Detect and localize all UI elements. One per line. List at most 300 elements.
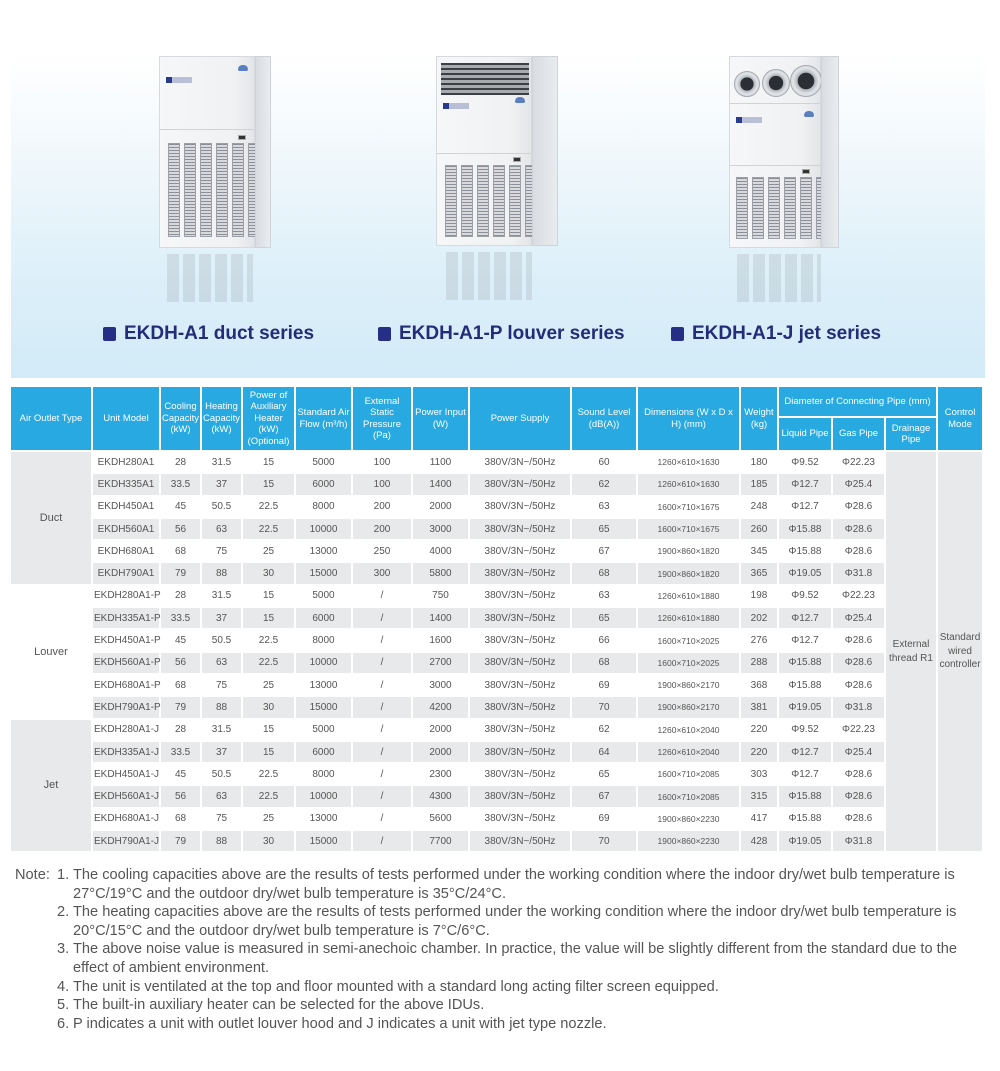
- airflow-cell: 8000: [296, 764, 351, 784]
- weight-cell: 417: [741, 809, 777, 829]
- heating-cell: 50.5: [202, 497, 241, 517]
- dims-cell: 1900×860×2170: [638, 675, 739, 695]
- air-outlet-type-cell: Louver: [11, 586, 91, 718]
- supply-cell: 380V/3N~/50Hz: [470, 809, 570, 829]
- sound-cell: 70: [572, 831, 636, 851]
- sound-cell: 69: [572, 809, 636, 829]
- table-row: [11, 563, 982, 583]
- note-text: The cooling capacities above are the results of tests performed under the working condition where the indoor dry/wet bulb temperature is 27°C/19°C and the outdoor dry/wet bulb temperature is 35°C/24°C.: [73, 867, 955, 902]
- header-static-pressure: External Static Pressure (Pa): [353, 387, 411, 450]
- sound-cell: 65: [572, 519, 636, 539]
- power-input-cell: 750: [413, 586, 468, 606]
- heater-cell: 22.5: [243, 497, 294, 517]
- display-panel-icon: [238, 135, 246, 140]
- dims-cell: 1260×610×1880: [638, 608, 739, 628]
- note-item: [15, 996, 990, 1015]
- cooling-cell: 28: [161, 586, 200, 606]
- liquid-cell: Φ12.7: [779, 630, 831, 650]
- dims-cell: 1260×610×1630: [638, 452, 739, 472]
- series-legend: [11, 323, 1000, 349]
- model-cell: EKDH335A1-J: [93, 742, 159, 762]
- esp-cell: /: [353, 786, 411, 806]
- gas-cell: Φ22.23: [833, 586, 884, 606]
- power-input-cell: 2300: [413, 764, 468, 784]
- esp-cell: 100: [353, 452, 411, 472]
- gas-cell: Φ28.6: [833, 786, 884, 806]
- header-dimensions: Dimensions (W x D x H) (mm): [638, 387, 739, 450]
- spec-table: [9, 385, 984, 853]
- series-label-louver: [378, 323, 625, 345]
- weight-cell: 303: [741, 764, 777, 784]
- power-input-cell: 1600: [413, 630, 468, 650]
- note-number: 4.: [57, 978, 70, 995]
- series-label-text: EKDH-A1 duct series: [124, 323, 315, 344]
- model-cell: EKDH680A1-J: [93, 809, 159, 829]
- heater-cell: 25: [243, 809, 294, 829]
- jet-nozzle-icon: [734, 71, 760, 97]
- power-input-cell: 1400: [413, 608, 468, 628]
- table-row: [11, 831, 982, 851]
- weight-cell: 202: [741, 608, 777, 628]
- heating-cell: 37: [202, 742, 241, 762]
- note-text: The built-in auxiliary heater can be selected for the above IDUs.: [73, 997, 485, 1014]
- air-grille-icon: [445, 165, 537, 237]
- note-text: The above noise value is measured in semi-anechoic chamber. In practice, the value will be slightly different from the standard due to the effect of ambient environment.: [73, 941, 957, 976]
- dims-cell: 1900×860×2170: [638, 697, 739, 717]
- liquid-cell: Φ12.7: [779, 608, 831, 628]
- model-cell: EKDH560A1-P: [93, 653, 159, 673]
- supply-cell: 380V/3N~/50Hz: [470, 452, 570, 472]
- model-cell: EKDH560A1-J: [93, 786, 159, 806]
- sound-cell: 63: [572, 586, 636, 606]
- note-number: 5.: [57, 997, 70, 1014]
- heater-cell: 15: [243, 452, 294, 472]
- note-prefix: [15, 903, 57, 940]
- cooling-cell: 68: [161, 675, 200, 695]
- esp-cell: /: [353, 630, 411, 650]
- supply-cell: 380V/3N~/50Hz: [470, 720, 570, 740]
- dims-cell: 1600×710×2085: [638, 764, 739, 784]
- note-item: [15, 1015, 990, 1034]
- heating-cell: 50.5: [202, 764, 241, 784]
- model-cell: EKDH790A1-J: [93, 831, 159, 851]
- esp-cell: 100: [353, 474, 411, 494]
- airflow-cell: 15000: [296, 697, 351, 717]
- dims-cell: 1900×860×2230: [638, 831, 739, 851]
- gas-cell: Φ28.6: [833, 809, 884, 829]
- liquid-cell: Φ9.52: [779, 720, 831, 740]
- liquid-cell: Φ12.7: [779, 474, 831, 494]
- weight-cell: 381: [741, 697, 777, 717]
- airflow-cell: 8000: [296, 630, 351, 650]
- header-control-mode: Control Mode: [938, 387, 982, 450]
- heater-cell: 22.5: [243, 653, 294, 673]
- supply-cell: 380V/3N~/50Hz: [470, 474, 570, 494]
- liquid-cell: Φ15.88: [779, 653, 831, 673]
- gas-cell: Φ28.6: [833, 764, 884, 784]
- model-cell: EKDH280A1-P: [93, 586, 159, 606]
- supply-cell: 380V/3N~/50Hz: [470, 831, 570, 851]
- weight-cell: 185: [741, 474, 777, 494]
- heating-cell: 37: [202, 608, 241, 628]
- cloud-logo-icon: [515, 97, 525, 103]
- header-unit-model: Unit Model: [93, 387, 159, 450]
- brand-logo-icon: [166, 77, 192, 83]
- esp-cell: 200: [353, 497, 411, 517]
- power-input-cell: 2000: [413, 742, 468, 762]
- table-row: [11, 653, 982, 673]
- table-row: [11, 586, 982, 606]
- table-row: [11, 541, 982, 561]
- note-text: The heating capacities above are the results of tests performed under the working condition where the indoor dry/wet bulb temperature is 20°C/15°C and the outdoor dry/wet bulb temperature is 7°C/6°C.: [73, 904, 957, 939]
- cooling-cell: 33.5: [161, 608, 200, 628]
- dims-cell: 1600×710×2085: [638, 786, 739, 806]
- model-cell: EKDH450A1-P: [93, 630, 159, 650]
- note-prefix: [15, 978, 57, 997]
- airflow-cell: 6000: [296, 474, 351, 494]
- supply-cell: 380V/3N~/50Hz: [470, 764, 570, 784]
- table-body: [11, 452, 982, 851]
- square-bullet-icon: [378, 327, 391, 341]
- header-aux-heater: Power of Auxiliary Heater (kW) (Optional): [243, 387, 294, 450]
- sound-cell: 68: [572, 563, 636, 583]
- product-image-duct: [151, 52, 281, 312]
- heating-cell: 31.5: [202, 720, 241, 740]
- power-input-cell: 3000: [413, 675, 468, 695]
- series-label-text: EKDH-A1-P louver series: [399, 323, 625, 344]
- air-outlet-type-cell: Duct: [11, 452, 91, 584]
- note-text: The unit is ventilated at the top and floor mounted with a standard long acting filter screen equipped.: [73, 978, 719, 995]
- supply-cell: 380V/3N~/50Hz: [470, 541, 570, 561]
- note-prefix: [15, 1015, 57, 1034]
- power-input-cell: 2000: [413, 720, 468, 740]
- sound-cell: 65: [572, 764, 636, 784]
- heating-cell: 88: [202, 831, 241, 851]
- control-mode-cell: Standard wired controller: [938, 452, 982, 851]
- supply-cell: 380V/3N~/50Hz: [470, 630, 570, 650]
- drainage-pipe-cell: External thread R1: [886, 452, 936, 851]
- header-drainage-pipe: Drainage Pipe: [886, 418, 936, 450]
- airflow-cell: 13000: [296, 809, 351, 829]
- gas-cell: Φ28.6: [833, 519, 884, 539]
- table-row: [11, 786, 982, 806]
- power-input-cell: 4000: [413, 541, 468, 561]
- header-liquid-pipe: Liquid Pipe: [779, 418, 831, 450]
- heater-cell: 15: [243, 586, 294, 606]
- weight-cell: 198: [741, 586, 777, 606]
- power-input-cell: 7700: [413, 831, 468, 851]
- supply-cell: 380V/3N~/50Hz: [470, 519, 570, 539]
- model-cell: EKDH680A1: [93, 541, 159, 561]
- header-cooling-capacity: Cooling Capacity (kW): [161, 387, 200, 450]
- table-row: [11, 720, 982, 740]
- series-label-duct: [103, 323, 314, 345]
- esp-cell: 300: [353, 563, 411, 583]
- table-row: [11, 742, 982, 762]
- heating-cell: 75: [202, 541, 241, 561]
- sound-cell: 67: [572, 541, 636, 561]
- liquid-cell: Φ12.7: [779, 742, 831, 762]
- gas-cell: Φ28.6: [833, 541, 884, 561]
- jet-nozzle-icon: [790, 65, 822, 97]
- airflow-cell: 13000: [296, 675, 351, 695]
- model-cell: EKDH335A1: [93, 474, 159, 494]
- display-panel-icon: [513, 157, 521, 162]
- dims-cell: 1260×610×1630: [638, 474, 739, 494]
- dims-cell: 1260×610×2040: [638, 742, 739, 762]
- heater-cell: 22.5: [243, 519, 294, 539]
- heating-cell: 88: [202, 697, 241, 717]
- header-heating-capacity: Heating Capacity (kW): [202, 387, 241, 450]
- heater-cell: 15: [243, 608, 294, 628]
- weight-cell: 260: [741, 519, 777, 539]
- air-outlet-type-cell: Jet: [11, 720, 91, 852]
- table-row: [11, 452, 982, 472]
- cooling-cell: 33.5: [161, 742, 200, 762]
- square-bullet-icon: [671, 327, 684, 341]
- square-bullet-icon: [103, 327, 116, 341]
- dims-cell: 1900×860×1820: [638, 563, 739, 583]
- model-cell: EKDH450A1-J: [93, 764, 159, 784]
- heater-cell: 22.5: [243, 764, 294, 784]
- supply-cell: 380V/3N~/50Hz: [470, 786, 570, 806]
- heater-cell: 25: [243, 541, 294, 561]
- header-gas-pipe: Gas Pipe: [833, 418, 884, 450]
- weight-cell: 365: [741, 563, 777, 583]
- supply-cell: 380V/3N~/50Hz: [470, 697, 570, 717]
- gas-cell: Φ28.6: [833, 630, 884, 650]
- louver-hood-icon: [441, 63, 529, 95]
- airflow-cell: 10000: [296, 519, 351, 539]
- air-grille-icon: [168, 143, 260, 237]
- cooling-cell: 56: [161, 786, 200, 806]
- liquid-cell: Φ15.88: [779, 786, 831, 806]
- liquid-cell: Φ19.05: [779, 563, 831, 583]
- sound-cell: 64: [572, 742, 636, 762]
- airflow-cell: 5000: [296, 452, 351, 472]
- esp-cell: /: [353, 697, 411, 717]
- gas-cell: Φ22.23: [833, 452, 884, 472]
- power-input-cell: 3000: [413, 519, 468, 539]
- cooling-cell: 28: [161, 720, 200, 740]
- cooling-cell: 45: [161, 630, 200, 650]
- supply-cell: 380V/3N~/50Hz: [470, 653, 570, 673]
- sound-cell: 68: [572, 653, 636, 673]
- notes-section: [15, 866, 990, 1033]
- sound-cell: 62: [572, 474, 636, 494]
- product-hero-banner: [11, 0, 985, 378]
- heater-cell: 15: [243, 474, 294, 494]
- cooling-cell: 79: [161, 697, 200, 717]
- dims-cell: 1600×710×1675: [638, 519, 739, 539]
- liquid-cell: Φ9.52: [779, 586, 831, 606]
- sound-cell: 60: [572, 452, 636, 472]
- airflow-cell: 5000: [296, 720, 351, 740]
- cooling-cell: 68: [161, 809, 200, 829]
- cooling-cell: 45: [161, 497, 200, 517]
- esp-cell: /: [353, 675, 411, 695]
- model-cell: EKDH560A1: [93, 519, 159, 539]
- heater-cell: 22.5: [243, 630, 294, 650]
- gas-cell: Φ25.4: [833, 742, 884, 762]
- power-input-cell: 4200: [413, 697, 468, 717]
- heating-cell: 88: [202, 563, 241, 583]
- weight-cell: 248: [741, 497, 777, 517]
- dims-cell: 1900×860×2230: [638, 809, 739, 829]
- gas-cell: Φ28.6: [833, 675, 884, 695]
- product-image-jet: [721, 52, 861, 312]
- weight-cell: 315: [741, 786, 777, 806]
- brand-logo-icon: [736, 117, 762, 123]
- esp-cell: 200: [353, 519, 411, 539]
- airflow-cell: 15000: [296, 831, 351, 851]
- note-item: [15, 978, 990, 997]
- table-row: [11, 519, 982, 539]
- note-prefix: [15, 940, 57, 977]
- heating-cell: 37: [202, 474, 241, 494]
- cooling-cell: 79: [161, 831, 200, 851]
- liquid-cell: Φ12.7: [779, 497, 831, 517]
- power-input-cell: 1100: [413, 452, 468, 472]
- note-number: 6.: [57, 1015, 70, 1032]
- airflow-cell: 6000: [296, 608, 351, 628]
- supply-cell: 380V/3N~/50Hz: [470, 675, 570, 695]
- dims-cell: 1600×710×2025: [638, 653, 739, 673]
- gas-cell: Φ25.4: [833, 474, 884, 494]
- header-weight: Weight (kg): [741, 387, 777, 450]
- header-air-outlet-type: Air Outlet Type: [11, 387, 91, 450]
- dims-cell: 1260×610×1880: [638, 586, 739, 606]
- dims-cell: 1900×860×1820: [638, 541, 739, 561]
- note-prefix: Note:: [15, 867, 50, 883]
- gas-cell: Φ31.8: [833, 831, 884, 851]
- heater-cell: 25: [243, 675, 294, 695]
- table-row: [11, 675, 982, 695]
- heating-cell: 31.5: [202, 452, 241, 472]
- airflow-cell: 8000: [296, 497, 351, 517]
- series-label-text: EKDH-A1-J jet series: [692, 323, 882, 344]
- heater-cell: 30: [243, 563, 294, 583]
- series-label-jet: [671, 323, 881, 345]
- heater-cell: 30: [243, 697, 294, 717]
- gas-cell: Φ28.6: [833, 653, 884, 673]
- dims-cell: 1600×710×2025: [638, 630, 739, 650]
- weight-cell: 368: [741, 675, 777, 695]
- weight-cell: 428: [741, 831, 777, 851]
- cooling-cell: 33.5: [161, 474, 200, 494]
- note-item: [15, 903, 990, 940]
- heating-cell: 63: [202, 653, 241, 673]
- gas-cell: Φ31.8: [833, 563, 884, 583]
- cloud-logo-icon: [804, 111, 814, 117]
- sound-cell: 63: [572, 497, 636, 517]
- note-text: P indicates a unit with outlet louver hood and J indicates a unit with jet type nozzle.: [73, 1015, 607, 1032]
- brand-logo-icon: [443, 103, 469, 109]
- supply-cell: 380V/3N~/50Hz: [470, 608, 570, 628]
- table-header: [11, 387, 982, 450]
- esp-cell: /: [353, 764, 411, 784]
- sound-cell: 67: [572, 786, 636, 806]
- esp-cell: /: [353, 831, 411, 851]
- dims-cell: 1260×610×2040: [638, 720, 739, 740]
- table-row: [11, 809, 982, 829]
- esp-cell: /: [353, 608, 411, 628]
- cooling-cell: 56: [161, 519, 200, 539]
- airflow-cell: 5000: [296, 586, 351, 606]
- gas-cell: Φ28.6: [833, 497, 884, 517]
- sound-cell: 65: [572, 608, 636, 628]
- note-prefix: [15, 996, 57, 1015]
- supply-cell: 380V/3N~/50Hz: [470, 497, 570, 517]
- header-sound-level: Sound Level (dB(A)): [572, 387, 636, 450]
- heating-cell: 63: [202, 786, 241, 806]
- weight-cell: 220: [741, 742, 777, 762]
- model-cell: EKDH790A1: [93, 563, 159, 583]
- note-number: 1.: [57, 867, 70, 883]
- air-grille-icon: [736, 177, 828, 239]
- airflow-cell: 6000: [296, 742, 351, 762]
- liquid-cell: Φ9.52: [779, 452, 831, 472]
- header-power-supply: Power Supply: [470, 387, 570, 450]
- esp-cell: 250: [353, 541, 411, 561]
- heater-cell: 15: [243, 742, 294, 762]
- power-input-cell: 4300: [413, 786, 468, 806]
- model-cell: EKDH680A1-P: [93, 675, 159, 695]
- sound-cell: 62: [572, 720, 636, 740]
- airflow-cell: 10000: [296, 653, 351, 673]
- header-air-flow: Standard Air Flow (m³/h): [296, 387, 351, 450]
- esp-cell: /: [353, 809, 411, 829]
- table-row: [11, 630, 982, 650]
- dims-cell: 1600×710×1675: [638, 497, 739, 517]
- cooling-cell: 45: [161, 764, 200, 784]
- liquid-cell: Φ15.88: [779, 541, 831, 561]
- gas-cell: Φ31.8: [833, 697, 884, 717]
- sound-cell: 69: [572, 675, 636, 695]
- table-row: [11, 474, 982, 494]
- heater-cell: 30: [243, 831, 294, 851]
- supply-cell: 380V/3N~/50Hz: [470, 586, 570, 606]
- table-row: [11, 497, 982, 517]
- power-input-cell: 5800: [413, 563, 468, 583]
- note-item: [15, 866, 990, 903]
- airflow-cell: 13000: [296, 541, 351, 561]
- heater-cell: 22.5: [243, 786, 294, 806]
- note-number: 3.: [57, 941, 70, 958]
- airflow-cell: 15000: [296, 563, 351, 583]
- heating-cell: 75: [202, 675, 241, 695]
- header-pipe-group: Diameter of Connecting Pipe (mm): [779, 387, 936, 416]
- esp-cell: /: [353, 586, 411, 606]
- weight-cell: 180: [741, 452, 777, 472]
- airflow-cell: 10000: [296, 786, 351, 806]
- jet-nozzle-icon: [762, 69, 790, 97]
- liquid-cell: Φ15.88: [779, 519, 831, 539]
- sound-cell: 70: [572, 697, 636, 717]
- cooling-cell: 28: [161, 452, 200, 472]
- model-cell: EKDH450A1: [93, 497, 159, 517]
- table-row: [11, 608, 982, 628]
- power-input-cell: 1400: [413, 474, 468, 494]
- cooling-cell: 56: [161, 653, 200, 673]
- esp-cell: /: [353, 720, 411, 740]
- liquid-cell: Φ19.05: [779, 697, 831, 717]
- liquid-cell: Φ15.88: [779, 809, 831, 829]
- gas-cell: Φ22.23: [833, 720, 884, 740]
- weight-cell: 276: [741, 630, 777, 650]
- cloud-logo-icon: [238, 65, 248, 71]
- esp-cell: /: [353, 742, 411, 762]
